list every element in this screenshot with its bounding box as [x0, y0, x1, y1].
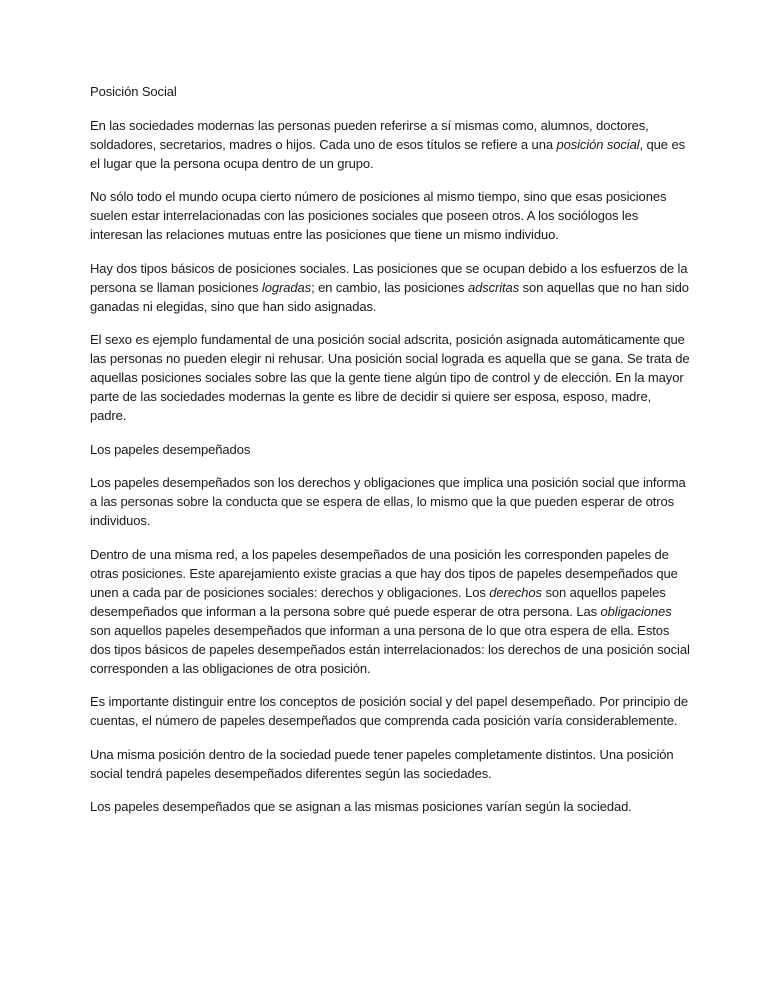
paragraph-6-emphasis-obligaciones: obligaciones [600, 603, 672, 619]
paragraph-5: Los papeles desempeñados son los derechos y obligaciones que implica una posición social que informa a las personas sobre la conducta que se espera de ellas, lo mismo que la que pueden esperar de otros individuos. [90, 475, 686, 528]
paragraph-3-emphasis-logradas: logradas [261, 279, 312, 295]
paragraph-3-emphasis-adscritas: adscritas [467, 279, 520, 295]
paragraph-2: No sólo todo el mundo ocupa cierto número de posiciones al mismo tiempo, sino que esas posiciones suelen estar interrelacionadas con las posiciones sociales que poseen otros. A los sociólogos les interesan las relaciones mutuas entre las posiciones que tiene un mismo individuo. [90, 189, 667, 242]
section-heading-papeles: Los papeles desempeñados [90, 441, 251, 457]
paragraph-3-text-c: son aquellas que no han sido ganadas ni elegidas, sino que han sido asignadas. [90, 279, 689, 314]
section-heading-posicion-social: Posición Social [90, 84, 177, 99]
paragraph-4: El sexo es ejemplo fundamental de una posición social adscrita, posición asignada automáticamente que las personas no pueden elegir ni rehusar. Una posición social lograda es aquella que se gana. Se trata de aquellas posiciones sociales sobre las que la gente tiene algún tipo de control y de elección. En la mayor parte de las sociedades modernas la gente es libre de decidir si quiere ser esposa, esposo, madre, padre. [90, 332, 690, 423]
paragraph-1 [90, 116, 690, 173]
paragraph-6-text-b: son aquellos papeles desempeñados que informan a la persona sobre qué puede esperar de otra persona. Las [90, 584, 666, 619]
paragraph-1-emphasis: posición social [556, 136, 640, 152]
paragraph-3-text-a: Hay dos tipos básicos de posiciones sociales. Las posiciones que se ocupan debido a los esfuerzos de la persona se llaman posiciones [90, 260, 688, 295]
document-page [90, 82, 690, 831]
paragraph-6-emphasis-derechos: derechos [489, 584, 542, 600]
paragraph-6-text-a: Dentro de una misma red, a los papeles desempeñados de una posición les corresponden papeles de otras posiciones. Este aparejamiento existe gracias a que hay dos tipos de papeles desempeñados que unen a cada par de posiciones sociales: derechos y obligaciones. Los [90, 546, 678, 600]
paragraph-8: Una misma posición dentro de la sociedad puede tener papeles completamente distintos. Una posición social tendrá papeles desempeñados diferentes según las sociedades. [90, 746, 674, 781]
paragraph-3-text-b: ; en cambio, las posiciones [311, 279, 468, 295]
paragraph-9: Los papeles desempeñados que se asignan a las mismas posiciones varían según la sociedad. [90, 799, 632, 814]
paragraph-1-text-b: , que es el lugar que la persona ocupa dentro de un grupo. [90, 136, 685, 171]
paragraph-7: Es importante distinguir entre los conceptos de posición social y del papel desempeñado. Por principio de cuentas, el número de papeles desempeñados que comprenda cada posición varía considerablemente. [90, 694, 688, 728]
paragraph-6 [90, 545, 690, 678]
paragraph-3 [90, 259, 690, 316]
paragraph-6-text-c: son aquellos papeles desempeñados que informan a una persona de lo que otra espera de ella. Estos dos tipos básicos de papeles desempeñados están interrelacionados: los derechos de una posición social corresponden a las obligaciones de otra posición. [90, 622, 690, 676]
paragraph-1-text-a: En las sociedades modernas las personas pueden referirse a sí mismas como, alumnos, doctores, soldadores, secretarios, madres o hijos. Cada uno de esos títulos se refiere a una [90, 117, 649, 152]
